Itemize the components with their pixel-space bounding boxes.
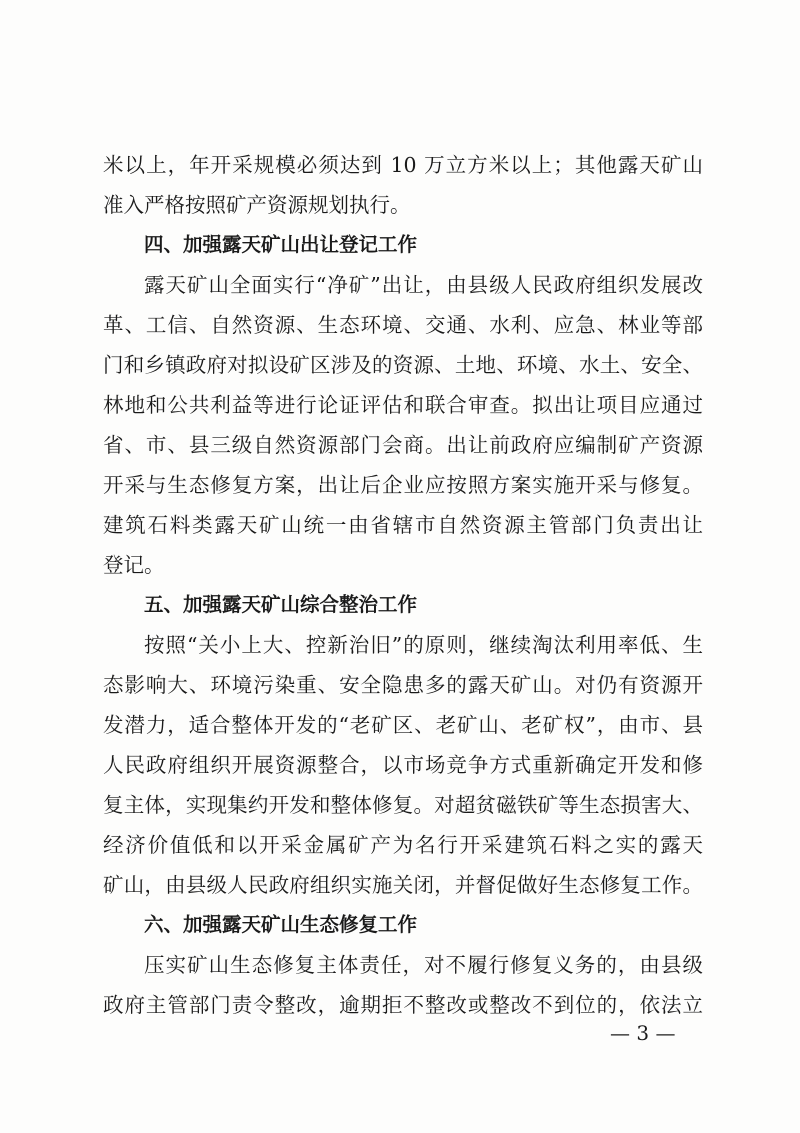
body-line: 准入严格按照矿产资源规划执行。 bbox=[103, 193, 411, 217]
section-heading-4: 四、加强露天矿山出让登记工作 bbox=[144, 233, 418, 256]
page-number: — 3 — bbox=[610, 1021, 676, 1045]
body-line: 革、工信、自然资源、生态环境、交通、水利、应急、林业等部 bbox=[103, 313, 703, 337]
body-line: 政府主管部门责令整改，逾期拒不整改或整改不到位的，依法立 bbox=[103, 993, 703, 1017]
body-line: 门和乡镇政府对拟设矿区涉及的资源、土地、环境、水土、安全、 bbox=[103, 353, 703, 377]
body-line: 露天矿山全面实行“净矿”出让，由县级人民政府组织发展改 bbox=[144, 273, 703, 297]
body-line: 开采与生态修复方案，出让后企业应按照方案实施开采与修复。 bbox=[103, 473, 703, 497]
section-heading-6: 六、加强露天矿山生态修复工作 bbox=[144, 913, 418, 936]
body-line: 矿山，由县级人民政府组织实施关闭，并督促做好生态修复工作。 bbox=[103, 873, 703, 897]
body-line: 经济价值低和以开采金属矿产为名行开采建筑石料之实的露天 bbox=[103, 833, 703, 857]
body-line: 省、市、县三级自然资源部门会商。出让前政府应编制矿产资源 bbox=[103, 433, 703, 457]
body-line: 发潜力，适合整体开发的“老矿区、老矿山、老矿权”，由市、县 bbox=[103, 713, 703, 737]
body-line: 压实矿山生态修复主体责任，对不履行修复义务的，由县级 bbox=[144, 953, 703, 977]
body-line: 登记。 bbox=[103, 553, 165, 577]
body-line: 米以上，年开采规模必须达到 10 万立方米以上；其他露天矿山 bbox=[103, 153, 703, 177]
document-body bbox=[103, 145, 703, 1025]
body-line: 态影响大、环境污染重、安全隐患多的露天矿山。对仍有资源开 bbox=[103, 673, 703, 697]
body-line: 林地和公共利益等进行论证评估和联合审查。拟出让项目应通过 bbox=[103, 393, 703, 417]
body-line: 建筑石料类露天矿山统一由省辖市自然资源主管部门负责出让 bbox=[103, 513, 703, 537]
body-line: 按照“关小上大、控新治旧”的原则，继续淘汰利用率低、生 bbox=[144, 633, 703, 657]
section-heading-5: 五、加强露天矿山综合整治工作 bbox=[144, 593, 418, 616]
body-line: 人民政府组织开展资源整合，以市场竞争方式重新确定开发和修 bbox=[103, 753, 703, 777]
body-line: 复主体，实现集约开发和整体修复。对超贫磁铁矿等生态损害大、 bbox=[103, 793, 703, 817]
